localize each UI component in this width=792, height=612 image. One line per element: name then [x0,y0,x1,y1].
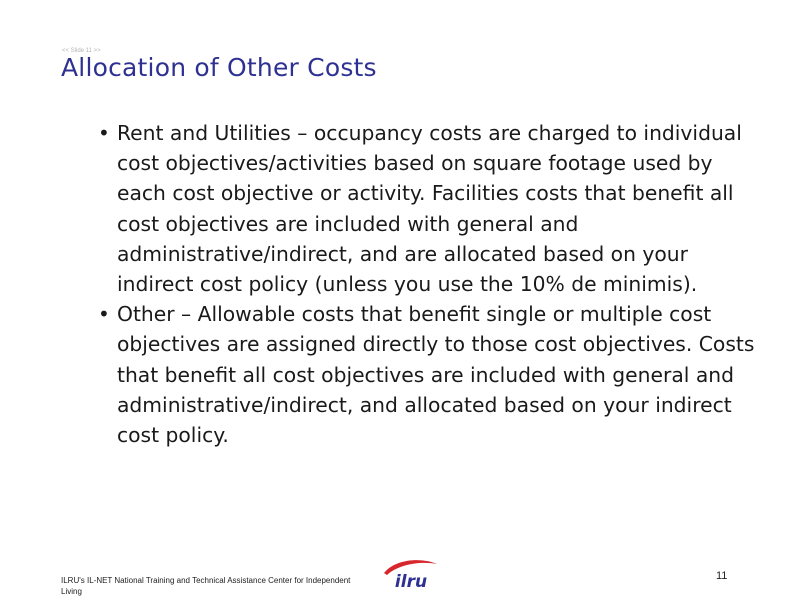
bullet-item-rent-utilities [98,118,758,299]
footer-org-text: ILRU's IL-NET National Training and Technical Assistance Center for Independent Living [61,576,351,596]
bullet-item-other [98,299,758,450]
bullet-marker: • [98,121,110,145]
bullet-marker: • [98,302,110,327]
bullet-list [98,118,758,450]
logo-wordmark: ilru [394,572,428,590]
slide-title: Allocation of Other Costs [61,53,377,82]
bullet-text: Rent and Utilities – occupancy costs are charged to individual cost objectives/activities based on square footage used by each cost objective or activity. Facilities costs that benefit all cost objectives are included with general and administrative/indirect, and are allocated based on your indirect cost policy (unless you use the 10% de minimis). [117,121,742,297]
bullet-text: Other – Allowable costs that benefit single or multiple cost objectives are assigned directly to those cost objectives. Costs that benefit all cost objectives are included with general and administrative/indirect, and allocated based on your indirect cost policy. [117,302,755,448]
slide-marker: << Slide 11 >> [62,48,101,54]
ilru-logo [381,556,439,590]
page-number: 11 [716,570,728,582]
